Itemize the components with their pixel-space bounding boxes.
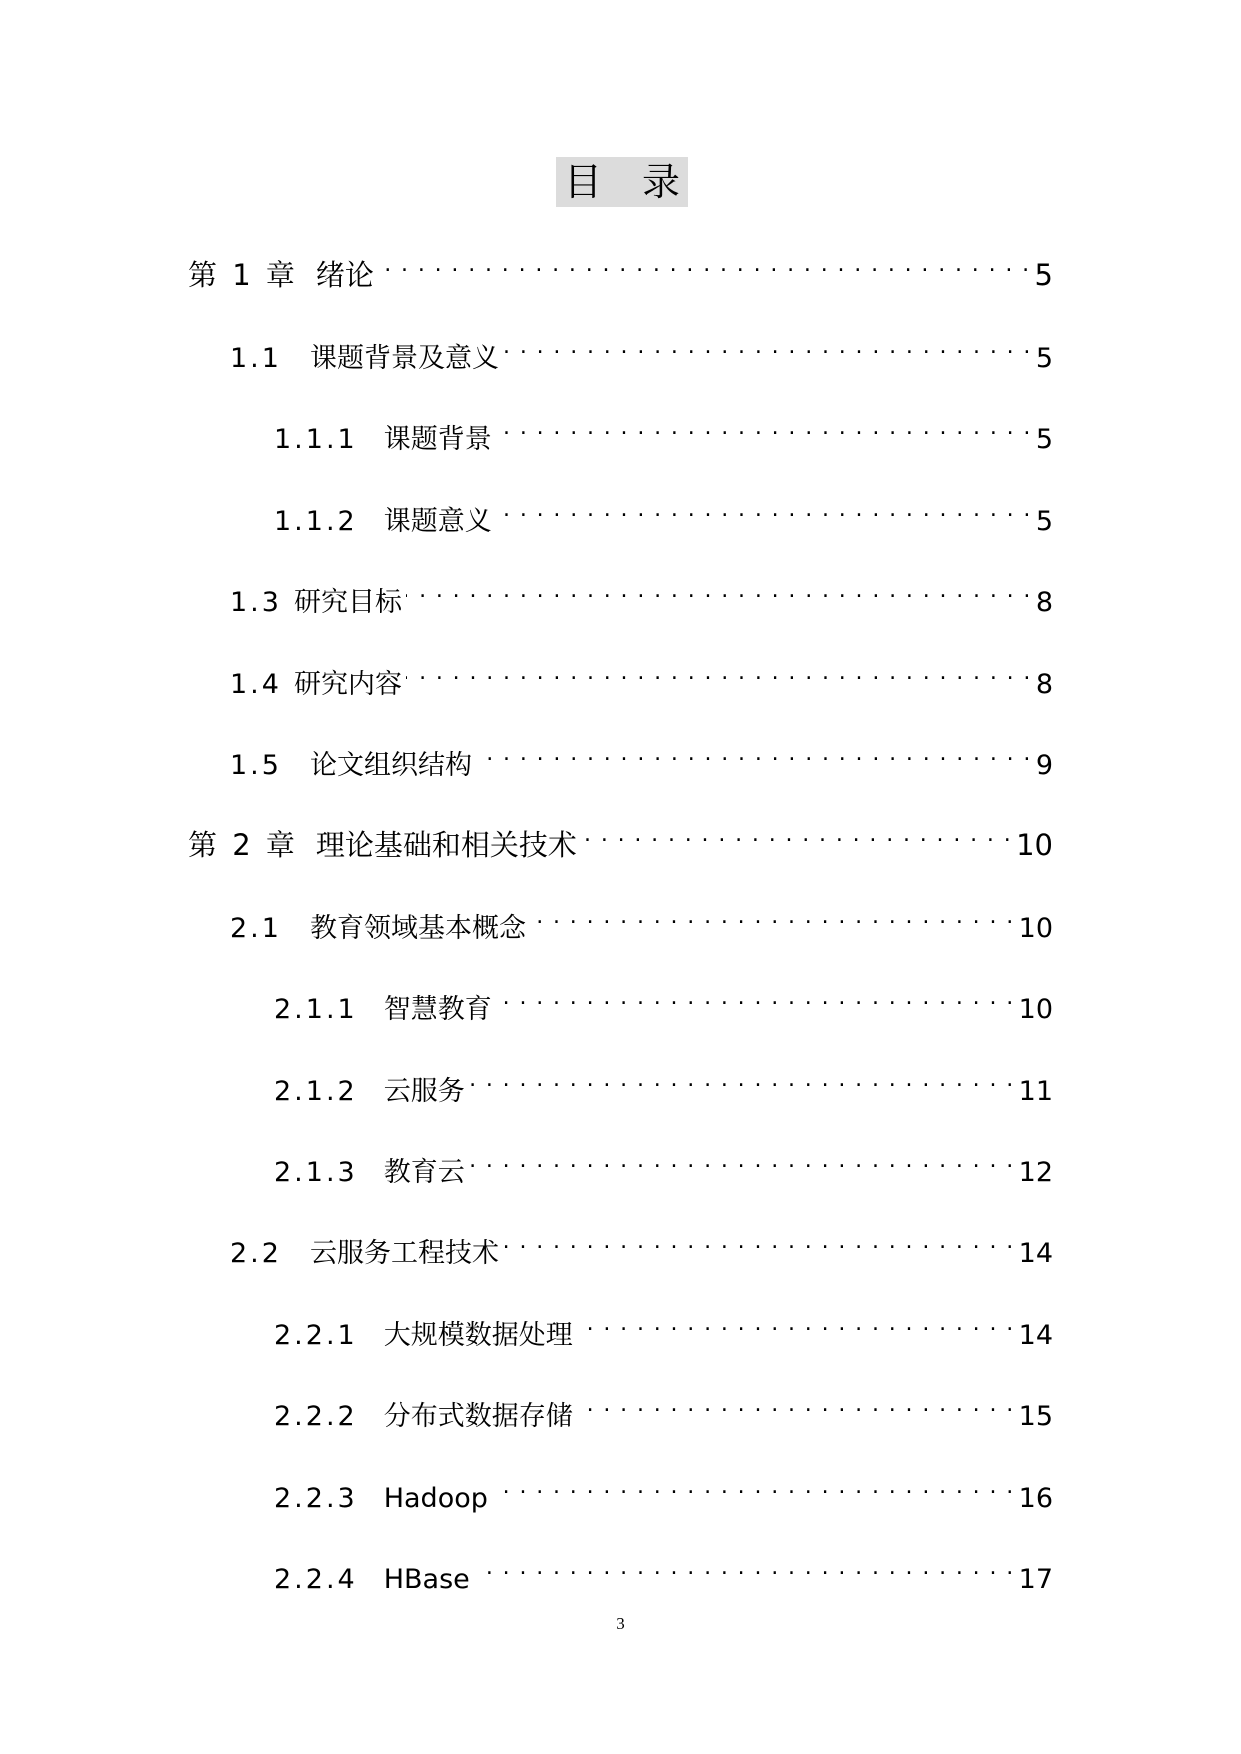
toc-entry[interactable]	[230, 734, 1053, 781]
toc-entry-page: 16	[1018, 1483, 1053, 1514]
toc-entry-number: 2.2.3	[274, 1483, 358, 1514]
toc-entry[interactable]	[274, 978, 1053, 1025]
toc-entry[interactable]	[274, 1060, 1053, 1107]
toc-entry-page: 9	[1035, 750, 1053, 781]
toc-entry[interactable]	[188, 245, 1053, 292]
toc-entry-page: 8	[1035, 587, 1053, 618]
toc-entry-title: 绪论	[315, 258, 374, 292]
toc-entry-number: 1.1	[230, 343, 282, 374]
toc-entry-page: 14	[1018, 1320, 1053, 1351]
toc-entry-page: 5	[1034, 258, 1053, 292]
toc-dot-leader	[496, 490, 1032, 530]
toc-entry[interactable]	[274, 1467, 1053, 1514]
toc-entry-title: 课题意义	[383, 506, 492, 537]
toc-entry-title: 理论基础和相关技术	[315, 828, 577, 862]
toc-entry-title: Hadoop	[383, 1483, 488, 1514]
toc-entry-number: 2.2	[230, 1238, 282, 1269]
toc-title-char-1: 目	[563, 160, 602, 204]
toc-entry[interactable]	[230, 1222, 1053, 1269]
toc-dot-leader	[469, 1060, 1015, 1100]
toc-dot-leader	[406, 653, 1032, 693]
toc-entry-page: 17	[1018, 1564, 1053, 1595]
toc-dot-leader	[496, 408, 1032, 448]
toc-dot-leader	[378, 245, 1031, 285]
toc-entry-number: 1.1.1	[274, 424, 358, 455]
toc-entry[interactable]	[274, 1304, 1053, 1351]
toc-entry-title: 分布式数据存储	[383, 1401, 573, 1432]
toc-entry-title: 教育云	[383, 1157, 465, 1188]
toc-dot-leader	[469, 1141, 1015, 1181]
toc-dot-leader	[476, 734, 1032, 774]
toc-entry-page: 10	[1018, 913, 1053, 944]
toc-entry[interactable]	[274, 490, 1053, 537]
toc-dot-leader	[503, 1222, 1015, 1262]
toc-dot-leader	[530, 897, 1015, 937]
toc-dot-leader	[406, 571, 1032, 611]
toc-entry-title: 论文组织结构	[309, 750, 472, 781]
toc-entry-number: 2.1.1	[274, 994, 358, 1025]
toc-dot-leader	[496, 978, 1015, 1018]
toc-entry-number: 第 2 章	[188, 828, 298, 862]
toc-entry-title: 课题背景及意义	[309, 343, 499, 374]
toc-entry-title: 云服务	[383, 1076, 465, 1107]
toc-entry-page: 10	[1018, 994, 1053, 1025]
toc-entry-page: 15	[1018, 1401, 1053, 1432]
toc-entry-number: 1.4	[230, 669, 282, 700]
toc-entry-title: 课题背景	[383, 424, 492, 455]
toc-entry-title: 智慧教育	[383, 994, 492, 1025]
toc-entry[interactable]	[230, 897, 1053, 944]
toc-entry-number: 2.1.2	[274, 1076, 358, 1107]
toc-entry[interactable]	[230, 653, 1053, 700]
toc-entry-title: HBase	[383, 1564, 470, 1595]
toc-dot-leader	[503, 327, 1032, 367]
toc-entry[interactable]	[274, 1141, 1053, 1188]
toc-entry[interactable]	[230, 327, 1053, 374]
toc-dot-leader	[474, 1548, 1015, 1588]
toc-entry-page: 5	[1035, 424, 1053, 455]
toc-entry-title: 研究内容	[293, 669, 402, 700]
toc-entry-number: 第 1 章	[188, 258, 298, 292]
toc-entry-title: 大规模数据处理	[383, 1320, 573, 1351]
toc-entry-number: 1.3	[230, 587, 282, 618]
toc-entry[interactable]	[274, 1548, 1053, 1595]
toc-entry-number: 2.2.1	[274, 1320, 358, 1351]
toc-entry-number: 2.1	[230, 913, 282, 944]
toc-entry-page: 8	[1035, 669, 1053, 700]
toc-entry-number: 2.2.4	[274, 1564, 358, 1595]
toc-entry-number: 2.2.2	[274, 1401, 358, 1432]
toc-entry[interactable]	[274, 408, 1053, 455]
toc-entry-page: 5	[1035, 506, 1053, 537]
toc-entry-title: 研究目标	[293, 587, 402, 618]
toc-entry-number: 1.1.2	[274, 506, 358, 537]
toc-entry-page: 12	[1018, 1157, 1053, 1188]
toc-entry-page: 10	[1016, 828, 1053, 862]
toc-entry[interactable]	[274, 1385, 1053, 1432]
toc-dot-leader	[577, 1385, 1015, 1425]
toc-entry[interactable]	[230, 571, 1053, 618]
toc-dot-leader	[577, 1304, 1015, 1344]
toc-entry-title: 教育领域基本概念	[309, 913, 526, 944]
toc-entry-number: 1.5	[230, 750, 282, 781]
toc-entry-page: 11	[1018, 1076, 1053, 1107]
toc-dot-leader	[492, 1467, 1015, 1507]
toc-entry-number: 2.1.3	[274, 1157, 358, 1188]
toc-entry-title: 云服务工程技术	[309, 1238, 499, 1269]
toc-entry-page: 5	[1035, 343, 1053, 374]
page-number: 3	[616, 1614, 625, 1633]
toc-entry-page: 14	[1018, 1238, 1053, 1269]
toc-title-char-2: 录	[642, 160, 681, 204]
toc-entry[interactable]	[188, 815, 1053, 862]
toc-dot-leader	[581, 815, 1012, 855]
toc-title	[556, 157, 688, 207]
